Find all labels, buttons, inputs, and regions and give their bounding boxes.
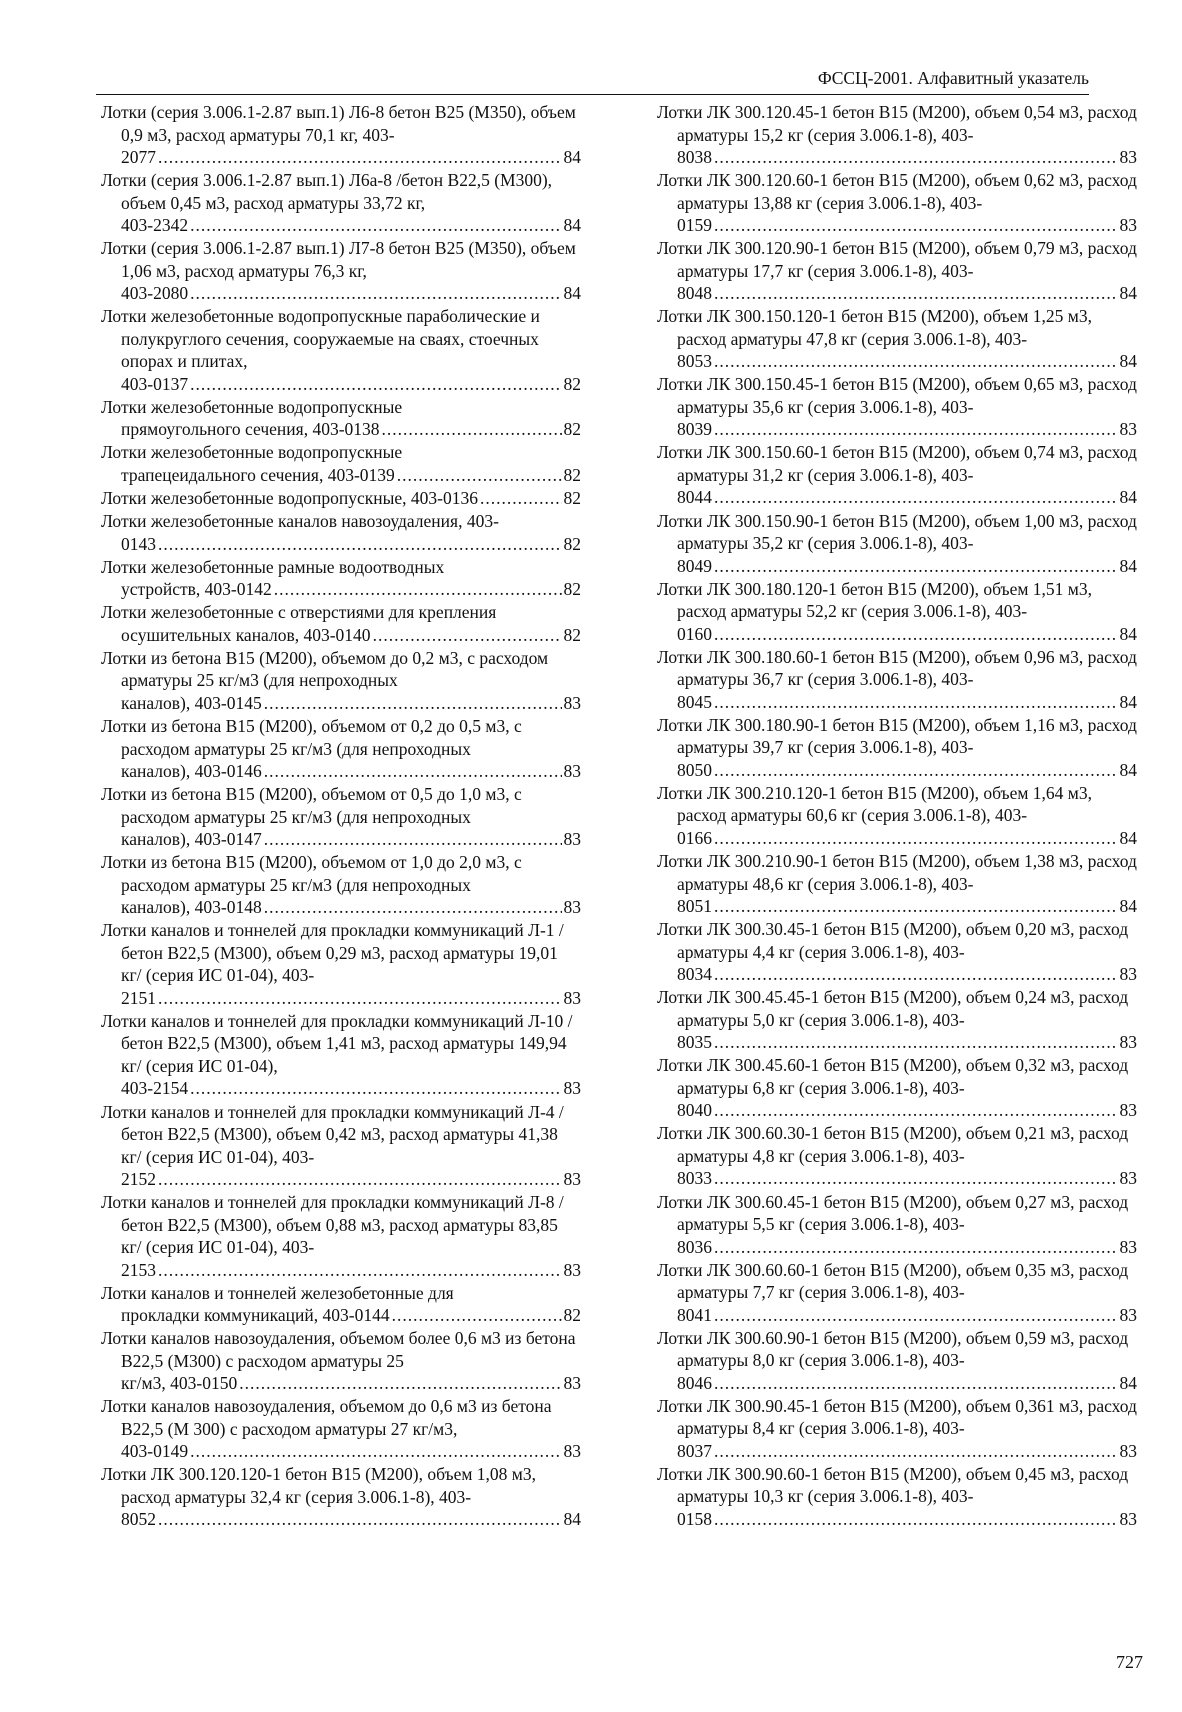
running-header <box>96 66 1089 95</box>
entry-reference-line <box>677 350 1137 373</box>
entry-text: Лотки ЛК 300.60.60-1 бетон В15 (М200), объем 0,35 м3, расход арматуры 7,7 кг (серия 3.006.1-8), 403- <box>657 1259 1129 1303</box>
entry-reference-line <box>121 1168 581 1191</box>
index-entry <box>657 1259 1137 1327</box>
entry-code: 8046 <box>677 1372 712 1393</box>
entry-page-ref: 83 <box>563 1441 581 1462</box>
entry-text: Лотки железобетонные водопропускные <box>101 396 403 417</box>
index-entry <box>657 305 1137 373</box>
dot-leader <box>714 963 1118 986</box>
entry-text: Лотки каналов и тоннелей для прокладки коммуникаций Л-10 /бетон В22,5 (М300), объем 1,41 м3, расход арматуры 149,94 кг/ (серия ИС 01-04), <box>101 1010 573 1076</box>
entry-code: 403-2342 <box>121 215 189 236</box>
index-entry <box>101 396 581 441</box>
entry-code: 8033 <box>677 1168 712 1189</box>
entry-code: 8040 <box>677 1100 712 1121</box>
entry-text: Лотки ЛК 300.45.60-1 бетон В15 (М200), объем 0,32 м3, расход арматуры 6,8 кг (серия 3.006.1-8), 403- <box>657 1055 1129 1098</box>
entry-code: 2153 <box>121 1259 156 1280</box>
entry-page-ref: 83 <box>1119 1100 1137 1121</box>
entry-text: Лотки ЛК 300.180.60-1 бетон В15 (М200), объем 0,96 м3, расход арматуры 36,7 кг (серия 3.006.1-8), 403- <box>657 646 1137 690</box>
index-entry <box>657 782 1137 850</box>
entry-page-ref: 84 <box>1119 759 1137 780</box>
entry-reference-line <box>677 486 1137 509</box>
page-number: 727 <box>1116 1652 1143 1672</box>
entry-text: Лотки ЛК 300.120.60-1 бетон В15 (М200), объем 0,62 м3, расход арматуры 13,88 кг (серия 3.006.1-8), 403- <box>657 170 1137 213</box>
entry-page-ref: 84 <box>1119 283 1137 304</box>
entry-reference-line <box>677 1440 1137 1463</box>
index-entry <box>657 1395 1137 1463</box>
index-entry <box>657 101 1137 169</box>
index-entry <box>657 1122 1137 1190</box>
dot-leader <box>714 1236 1118 1259</box>
entry-code: 0160 <box>677 623 712 644</box>
dot-leader <box>714 827 1118 850</box>
entry-page-ref: 83 <box>563 1078 581 1099</box>
index-entry <box>657 918 1137 986</box>
dot-leader <box>714 555 1118 578</box>
index-entry <box>101 487 581 510</box>
entry-text: Лотки каналов навозоудаления, объемом более 0,6 м3 из бетона В22,5 (М300) с расходом арматуры 25 <box>101 1328 576 1371</box>
entry-page-ref: 83 <box>563 1169 581 1189</box>
entry-text: Лотки ЛК 300.210.120-1 бетон В15 (М200), объем 1,64 м3, расход арматуры 60,6 кг (серия 3.006.1-8), 403- <box>657 782 1093 826</box>
entry-text: Лотки железобетонные с отверстиями для крепления <box>101 602 497 623</box>
dot-leader <box>714 1031 1118 1054</box>
entry-page-ref: 84 <box>563 283 581 304</box>
entry-text: Лотки ЛК 300.60.45-1 бетон В15 (М200), объем 0,27 м3, расход арматуры 5,5 кг (серия 3.006.1-8), 403- <box>657 1191 1129 1234</box>
entry-reference-line <box>121 146 581 169</box>
dot-leader <box>382 418 562 441</box>
index-column-left <box>101 101 581 1532</box>
entry-text: Лотки железобетонные водопропускные параболические и полукруглого сечения, сооружаемые на сваях, стоечных опорах и плитах, <box>101 306 540 372</box>
entry-text: Лотки железобетонные рамные водоотводных <box>101 556 445 577</box>
entry-code: прямоугольного сечения, 403-0138 <box>121 419 380 440</box>
entry-reference-line <box>121 578 581 601</box>
dot-leader <box>714 1167 1118 1190</box>
index-entry <box>657 441 1137 509</box>
index-entry <box>657 373 1137 441</box>
index-entry <box>101 1282 581 1327</box>
dot-leader <box>158 533 562 556</box>
entry-code: осушительных каналов, 403-0140 <box>121 624 371 645</box>
index-entry <box>101 169 581 237</box>
entry-page-ref: 84 <box>1119 1372 1137 1393</box>
dot-leader <box>714 486 1118 509</box>
entry-code: 0159 <box>677 215 712 236</box>
entry-page-ref: 83 <box>563 1373 581 1394</box>
index-entry <box>101 1191 581 1281</box>
entry-code: Лотки железобетонные водопропускные, 403-0136 <box>101 488 478 509</box>
index-entry <box>657 169 1137 237</box>
entry-code: 8037 <box>677 1440 712 1461</box>
entry-page-ref: 84 <box>563 147 581 167</box>
index-entry <box>101 1395 581 1463</box>
dot-leader <box>714 1099 1118 1122</box>
entry-page-ref: 82 <box>563 464 581 485</box>
entry-code: 403-0149 <box>121 1441 189 1462</box>
entry-reference-line <box>121 692 581 715</box>
entry-text: Лотки ЛК 300.150.45-1 бетон В15 (М200), объем 0,65 м3, расход арматуры 35,6 кг (серия 3.006.1-8), 403- <box>657 374 1137 417</box>
dot-leader <box>714 1440 1118 1463</box>
entry-text: Лотки ЛК 300.180.120-1 бетон В15 (М200), объем 1,51 м3, расход арматуры 52,2 кг (серия 3.006.1-8), 403- <box>657 578 1093 622</box>
index-column-right <box>657 101 1137 1531</box>
index-entry <box>657 510 1137 578</box>
entry-page-ref: 83 <box>1119 147 1137 167</box>
index-entry <box>657 578 1137 646</box>
dot-leader <box>714 691 1118 714</box>
dot-leader <box>714 1508 1118 1531</box>
entry-text: Лотки железобетонные водопропускные <box>101 442 403 463</box>
entry-text: Лотки ЛК 300.120.45-1 бетон В15 (М200), объем 0,54 м3, расход арматуры 15,2 кг (серия 3.006.1-8), 403- <box>657 102 1137 145</box>
entry-reference-line <box>121 896 581 919</box>
entry-code: каналов), 403-0148 <box>121 897 262 918</box>
index-entry <box>101 715 581 783</box>
entry-page-ref: 84 <box>1119 827 1137 848</box>
entry-reference-line <box>121 1304 581 1327</box>
entry-reference-line <box>121 624 581 647</box>
entry-text: Лотки каналов и тоннелей для прокладки коммуникаций Л-4 /бетон В22,5 (М300), объем 0,42 м3, расход арматуры 41,38 кг/ (серия ИС 01-04), 403- <box>101 1101 564 1167</box>
header-title: ФССЦ-2001. Алфавитный указатель <box>817 68 1089 88</box>
index-entry <box>101 1327 581 1395</box>
entry-code: каналов), 403-0146 <box>121 761 262 782</box>
index-entry <box>101 601 581 646</box>
entry-text: Лотки (серия 3.006.1-2.87 вып.1) Л6-8 бетон В25 (М350), объем 0,9 м3, расход арматуры 70,1 кг, 403- <box>101 102 576 145</box>
entry-text: Лотки ЛК 300.150.120-1 бетон В15 (М200), объем 1,25 м3, расход арматуры 47,8 кг (серия 3.006.1-8), 403- <box>657 306 1093 349</box>
entry-text: Лотки из бетона В15 (М200), объемом от 0,5 до 1,0 м3, с расходом арматуры 25 кг/м3 (для непроходных <box>101 784 522 827</box>
entry-reference-line <box>677 1167 1137 1190</box>
entry-text: Лотки ЛК 300.45.45-1 бетон В15 (М200), объем 0,24 м3, расход арматуры 5,0 кг (серия 3.006.1-8), 403- <box>657 987 1129 1030</box>
entry-reference-line <box>121 533 581 556</box>
entry-page-ref: 82 <box>563 419 581 440</box>
entry-text: Лотки из бетона В15 (М200), объемом от 0,2 до 0,5 м3, с расходом арматуры 25 кг/м3 (для непроходных <box>101 716 522 759</box>
entry-page-ref: 82 <box>563 1305 581 1326</box>
entry-reference-line <box>121 1440 581 1463</box>
index-entry <box>101 556 581 601</box>
entry-code: 2077 <box>121 147 156 167</box>
dot-leader <box>190 1440 561 1463</box>
entry-code: 0166 <box>677 827 712 848</box>
entry-code: 8053 <box>677 351 712 372</box>
entry-reference-line <box>121 828 581 851</box>
dot-leader <box>480 487 562 510</box>
index-entry <box>657 1463 1137 1531</box>
entry-page-ref: 82 <box>563 533 581 554</box>
entry-code: каналов), 403-0145 <box>121 692 262 713</box>
entry-reference-line <box>677 895 1137 918</box>
index-entry <box>657 1191 1137 1259</box>
entry-text: Лотки каналов навозоудаления, объемом до 0,6 м3 из бетона В22,5 (М 300) с расходом арматуры 27 кг/м3, <box>101 1396 552 1439</box>
entry-code: 8034 <box>677 964 712 985</box>
entry-code: 0143 <box>121 533 156 554</box>
entry-reference-line <box>121 1259 581 1282</box>
entry-reference-line <box>677 282 1137 305</box>
index-entry <box>101 237 581 305</box>
entry-reference-line <box>677 1304 1137 1327</box>
entry-page-ref: 84 <box>563 1509 581 1530</box>
entry-page-ref: 84 <box>563 215 581 236</box>
entry-code: 8036 <box>677 1236 712 1257</box>
entry-reference-line <box>677 827 1137 850</box>
entry-page-ref: 83 <box>563 692 581 713</box>
index-entry <box>657 237 1137 305</box>
entry-page-ref: 83 <box>563 761 581 782</box>
entry-page-ref: 83 <box>1119 1304 1137 1325</box>
entry-reference-line <box>677 1508 1137 1531</box>
index-entry <box>101 1101 581 1191</box>
entry-page-ref: 82 <box>563 373 581 394</box>
dot-leader <box>714 1304 1118 1327</box>
entry-text: Лотки ЛК 300.60.30-1 бетон В15 (М200), объем 0,21 м3, расход арматуры 4,8 кг (серия 3.006.1-8), 403- <box>657 1123 1129 1166</box>
entry-page-ref: 84 <box>1119 351 1137 372</box>
index-entry <box>657 646 1137 714</box>
entry-reference-line <box>677 1099 1137 1122</box>
dot-leader <box>274 578 562 601</box>
entry-reference-line <box>677 146 1137 169</box>
dot-leader <box>397 464 562 487</box>
index-entry <box>101 1010 581 1100</box>
entry-text: Лотки ЛК 300.120.120-1 бетон В15 (М200), объем 1,08 м3, расход арматуры 32,4 кг (серия 3.006.1-8), 403- <box>101 1464 537 1507</box>
entry-code: 8050 <box>677 759 712 780</box>
entry-text: Лотки каналов и тоннелей для прокладки коммуникаций Л-1 /бетон В22,5 (М300), объем 0,29 м3, расход арматуры 19,01 кг/ (серия ИС 01-04), 403- <box>101 920 564 986</box>
entry-code: каналов), 403-0147 <box>121 829 262 850</box>
entry-code: 2152 <box>121 1169 156 1189</box>
dot-leader <box>373 624 562 647</box>
entry-code: 8048 <box>677 283 712 304</box>
entry-code: 8035 <box>677 1032 712 1053</box>
index-entry <box>101 783 581 851</box>
entry-code: 8039 <box>677 419 712 440</box>
entry-page-ref: 83 <box>563 1259 581 1280</box>
entry-reference-line <box>677 1236 1137 1259</box>
entry-text: Лотки каналов и тоннелей для прокладки коммуникаций Л-8 /бетон В22,5 (М300), объем 0,88 м3, расход арматуры 83,85 кг/ (серия ИС 01-04), 403- <box>101 1192 564 1258</box>
entry-code: 403-2080 <box>121 283 189 304</box>
index-entry <box>101 919 581 1009</box>
index-entry <box>101 441 581 486</box>
entry-reference-line <box>101 487 581 510</box>
index-entry <box>657 714 1137 782</box>
entry-page-ref: 84 <box>1119 555 1137 576</box>
index-entry <box>101 851 581 919</box>
entry-code: 0158 <box>677 1508 712 1529</box>
entry-page-ref: 83 <box>563 987 581 1008</box>
dot-leader <box>264 692 562 715</box>
entry-page-ref: 84 <box>1119 487 1137 508</box>
entry-code: 8051 <box>677 896 712 917</box>
entry-text: Лотки ЛК 300.180.90-1 бетон В15 (М200), объем 1,16 м3, расход арматуры 39,7 кг (серия 3.006.1-8), 403- <box>657 714 1137 758</box>
entry-page-ref: 83 <box>563 897 581 918</box>
entry-reference-line <box>121 373 581 396</box>
entry-page-ref: 83 <box>1119 1032 1137 1053</box>
entry-reference-line <box>677 418 1137 441</box>
entry-reference-line <box>121 282 581 305</box>
entry-text: Лотки ЛК 300.30.45-1 бетон В15 (М200), объем 0,20 м3, расход арматуры 4,4 кг (серия 3.006.1-8), 403- <box>657 919 1129 962</box>
dot-leader <box>264 896 562 919</box>
entry-code: 8044 <box>677 487 712 508</box>
entry-code: 8038 <box>677 147 712 167</box>
entry-text: Лотки каналов и тоннелей железобетонные для <box>101 1282 454 1303</box>
entry-text: Лотки ЛК 300.120.90-1 бетон В15 (М200), объем 0,79 м3, расход арматуры 17,7 кг (серия 3.006.1-8), 403- <box>657 238 1137 281</box>
dot-leader <box>714 282 1118 305</box>
entry-reference-line <box>121 1372 581 1395</box>
entry-code: кг/м3, 403-0150 <box>121 1373 238 1394</box>
dot-leader <box>714 759 1118 782</box>
dot-leader <box>714 350 1118 373</box>
dot-leader <box>714 146 1118 169</box>
entry-text: Лотки ЛК 300.210.90-1 бетон В15 (М200), объем 1,38 м3, расход арматуры 48,6 кг (серия 3.006.1-8), 403- <box>657 851 1137 894</box>
entry-page-ref: 83 <box>1119 215 1137 236</box>
entry-reference-line <box>121 987 581 1010</box>
entry-page-ref: 83 <box>1119 964 1137 985</box>
entry-page-ref: 83 <box>563 829 581 850</box>
entry-reference-line <box>677 1031 1137 1054</box>
dot-leader <box>158 1168 562 1191</box>
dot-leader <box>190 1077 561 1100</box>
entry-code: 8041 <box>677 1304 712 1325</box>
entry-reference-line <box>121 214 581 237</box>
index-entry <box>657 850 1137 918</box>
dot-leader <box>714 623 1118 646</box>
entry-reference-line <box>121 418 581 441</box>
dot-leader <box>190 214 561 237</box>
entry-page-ref: 84 <box>1119 691 1137 712</box>
entry-code: 8052 <box>121 1509 156 1530</box>
entry-reference-line <box>677 691 1137 714</box>
entry-page-ref: 84 <box>1119 623 1137 644</box>
index-entry <box>101 647 581 715</box>
entry-reference-line <box>677 759 1137 782</box>
entry-code: устройств, 403-0142 <box>121 579 272 600</box>
entry-text: Лотки железобетонные каналов навозоудаления, 403- <box>101 511 499 532</box>
entry-text: Лотки ЛК 300.90.45-1 бетон В15 (М200), объем 0,361 м3, расход арматуры 8,4 кг (серия 3.006.1-8), 403- <box>657 1395 1137 1439</box>
entry-text: Лотки (серия 3.006.1-2.87 вып.1) Л6а-8 /бетон В22,5 (М300), объем 0,45 м3, расход арматуры 33,72 кг, <box>101 170 553 213</box>
entry-page-ref: 82 <box>563 579 581 600</box>
entry-code: 403-2154 <box>121 1078 189 1099</box>
entry-reference-line <box>121 464 581 487</box>
entry-text: Лотки ЛК 300.150.60-1 бетон В15 (М200), объем 0,74 м3, расход арматуры 31,2 кг (серия 3.006.1-8), 403- <box>657 442 1137 485</box>
dot-leader <box>158 987 562 1010</box>
entry-code: 2151 <box>121 987 156 1008</box>
index-entry <box>101 1463 581 1531</box>
entry-page-ref: 83 <box>1119 1440 1137 1461</box>
dot-leader <box>714 895 1118 918</box>
index-entry <box>101 101 581 169</box>
entry-reference-line <box>677 963 1137 986</box>
dot-leader <box>714 1372 1118 1395</box>
entry-text: Лотки ЛК 300.150.90-1 бетон В15 (М200), объем 1,00 м3, расход арматуры 35,2 кг (серия 3.006.1-8), 403- <box>657 510 1137 554</box>
entry-text: Лотки ЛК 300.60.90-1 бетон В15 (М200), объем 0,59 м3, расход арматуры 8,0 кг (серия 3.006.1-8), 403- <box>657 1327 1129 1371</box>
entry-code: 8049 <box>677 555 712 576</box>
dot-leader <box>190 282 561 305</box>
entry-code: прокладки коммуникаций, 403-0144 <box>121 1305 390 1326</box>
entry-text: Лотки из бетона В15 (М200), объемом от 1,0 до 2,0 м3, с расходом арматуры 25 кг/м3 (для непроходных <box>101 852 522 895</box>
index-entry <box>101 510 581 555</box>
dot-leader <box>714 214 1118 237</box>
dot-leader <box>158 1259 562 1282</box>
entry-reference-line <box>677 623 1137 646</box>
entry-page-ref: 82 <box>563 488 581 509</box>
entry-reference-line <box>677 214 1137 237</box>
index-entry <box>657 1054 1137 1122</box>
entry-code: 8045 <box>677 691 712 712</box>
entry-page-ref: 83 <box>1119 419 1137 440</box>
dot-leader <box>158 146 562 169</box>
dot-leader <box>264 760 562 783</box>
index-entry <box>657 986 1137 1054</box>
entry-page-ref: 82 <box>563 624 581 645</box>
entry-page-ref: 83 <box>1119 1508 1137 1529</box>
entry-page-ref: 83 <box>1119 1168 1137 1189</box>
entry-reference-line <box>121 760 581 783</box>
entry-reference-line <box>677 1372 1137 1395</box>
entry-code: трапецеидального сечения, 403-0139 <box>121 464 395 485</box>
dot-leader <box>158 1508 562 1531</box>
index-entry <box>101 305 581 395</box>
entry-reference-line <box>677 555 1137 578</box>
entry-page-ref: 83 <box>1119 1236 1137 1257</box>
entry-code: 403-0137 <box>121 373 189 394</box>
entry-text: Лотки ЛК 300.90.60-1 бетон В15 (М200), объем 0,45 м3, расход арматуры 10,3 кг (серия 3.006.1-8), 403- <box>657 1463 1129 1507</box>
dot-leader <box>239 1372 561 1395</box>
entry-text: Лотки из бетона В15 (М200), объемом до 0,2 м3, с расходом арматуры 25 кг/м3 (для непроходных <box>101 647 549 691</box>
dot-leader <box>714 418 1118 441</box>
entry-reference-line <box>121 1077 581 1100</box>
index-entry <box>657 1327 1137 1395</box>
entry-reference-line <box>121 1508 581 1531</box>
dot-leader <box>392 1304 562 1327</box>
dot-leader <box>264 828 562 851</box>
entry-page-ref: 84 <box>1119 896 1137 917</box>
dot-leader <box>190 373 561 396</box>
entry-text: Лотки (серия 3.006.1-2.87 вып.1) Л7-8 бетон В25 (М350), объем 1,06 м3, расход арматуры 76,3 кг, <box>101 238 576 281</box>
